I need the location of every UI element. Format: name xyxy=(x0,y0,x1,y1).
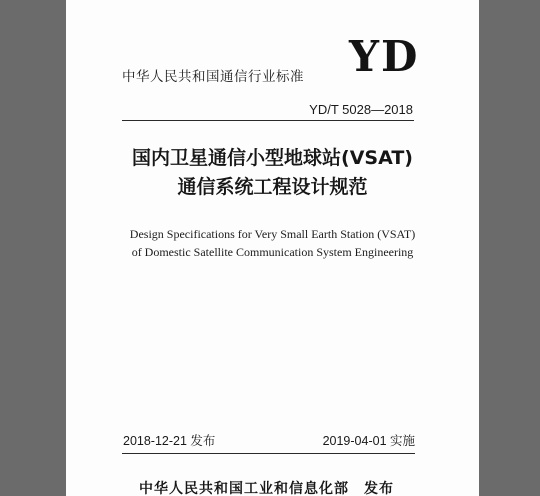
standard-series-title: 中华人民共和国通信行业标准 xyxy=(122,69,304,85)
issue-date: 2018-12-21 发布 xyxy=(123,434,216,448)
document-page xyxy=(66,0,479,496)
implementation-date: 2019-04-01 实施 xyxy=(322,434,415,448)
standard-code: YD/T 5028—2018 xyxy=(309,102,413,117)
top-divider xyxy=(122,120,414,121)
yd-logo: YD xyxy=(349,32,420,81)
chinese-title-line-1: 国内卫星通信小型地球站(VSAT) xyxy=(132,147,413,169)
chinese-title-line-2: 通信系统工程设计规范 xyxy=(177,176,368,198)
english-title-line-1: Design Specifications for Very Small Earth Station (VSAT) xyxy=(129,227,416,241)
english-title-line-2: of Domestic Satellite Communication System Engineering xyxy=(131,245,414,259)
bottom-divider xyxy=(122,453,415,454)
publisher-line: 中华人民共和国工业和信息化部 发布 xyxy=(139,481,394,496)
